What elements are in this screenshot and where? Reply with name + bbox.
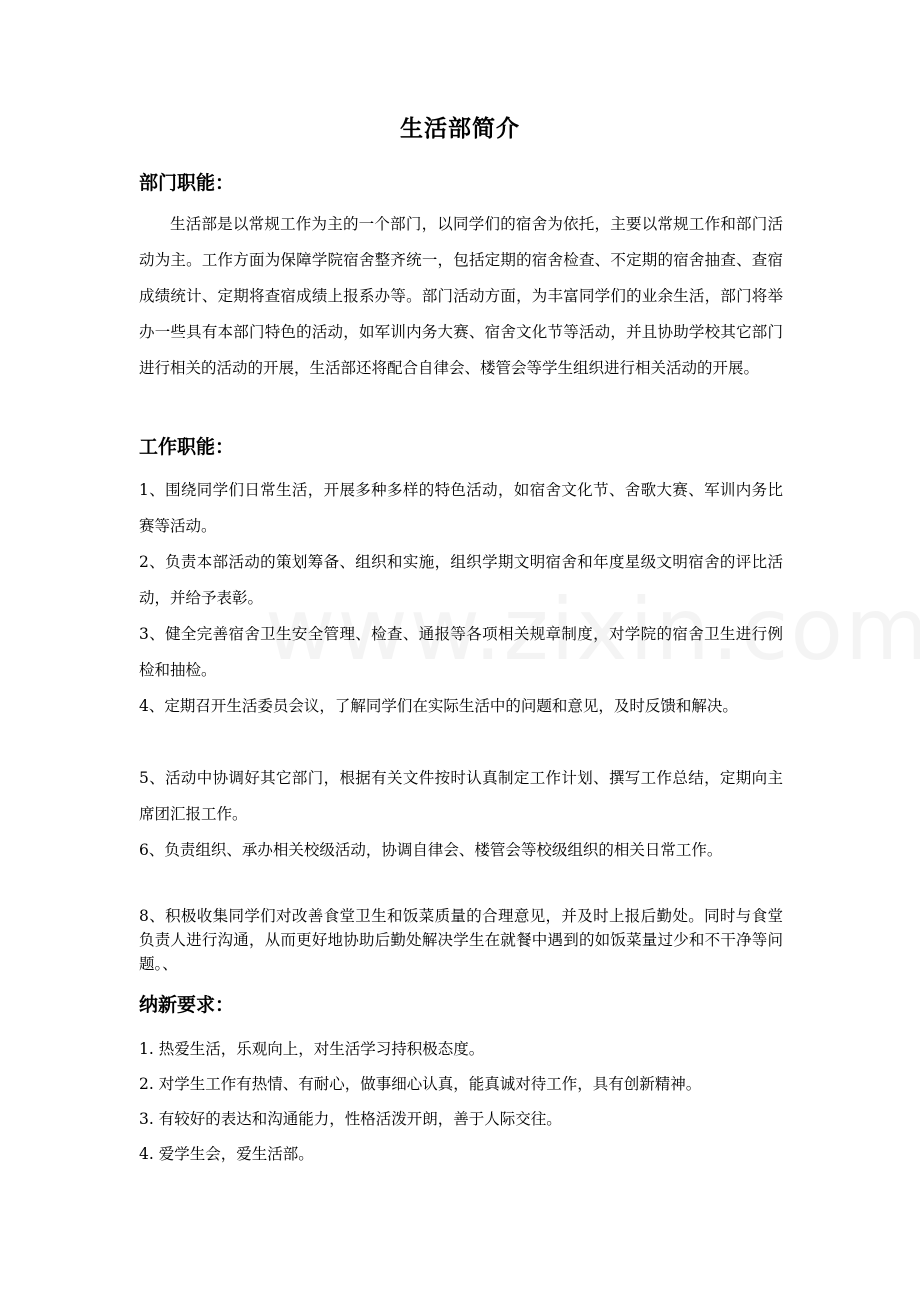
duty-item-6: 6、负责组织、承办相关校级活动，协调自律会、楼管会等校级组织的相关日常工作。 xyxy=(139,841,723,859)
duty-item-4: 4、定期召开生活委员会议，了解同学们在实际生活中的问题和意见，及时反馈和解决。 xyxy=(139,697,738,715)
duty-item-2: 2、负责本部活动的策划筹备、组织和实施，组织学期文明宿舍和年度星级文明宿舍的评比活动，并给予表彰。 xyxy=(139,553,783,607)
duty-item-8: 8、积极收集同学们对改善食堂卫生和饭菜质量的合理意见，并及时上报后勤处。同时与食堂负责人进行沟通，从而更好地协助后勤处解决学生在就餐中遇到的如饭菜量过少和不干净等问题。、 xyxy=(139,907,783,973)
paragraph-department-functions: 生活部是以常规工作为主的一个部门，以同学们的宿舍为依托，主要以常规工作和部门活动为主。工作方面为保障学院宿舍整齐统一，包括定期的宿舍检查、不定期的宿舍抽查、查宿成绩统计、定期将查宿成绩上报系办等。部门活动方面，为丰富同学们的业余生活，部门将举办一些具有本部门特色的活动，如军训内务大赛、宿舍文化节等活动，并且协助学校其它部门进行相关的活动的开展，生活部还将配合自律会、楼管会等学生组织进行相关活动的开展。 xyxy=(139,215,783,377)
duty-item-3: 3、健全完善宿舍卫生安全管理、检查、通报等各项相关规章制度，对学院的宿舍卫生进行例检和抽检。 xyxy=(139,625,783,679)
requirement-item-4: 4. 爱学生会，爱生活部。 xyxy=(139,1145,314,1163)
heading-work-duties: 工作职能： xyxy=(139,436,235,458)
page-title: 生活部简介 xyxy=(400,116,520,142)
duty-item-5: 5、活动中协调好其它部门，根据有关文件按时认真制定工作计划、撰写工作总结，定期向主席团汇报工作。 xyxy=(139,769,783,823)
requirement-item-2: 2. 对学生工作有热情、有耐心，做事细心认真，能真诚对待工作，具有创新精神。 xyxy=(139,1075,702,1093)
duty-item-1: 1、围绕同学们日常生活，开展多种多样的特色活动，如宿舍文化节、舍歌大赛、军训内务比赛等活动。 xyxy=(139,481,783,535)
heading-department-functions: 部门职能： xyxy=(139,172,235,194)
requirement-item-3: 3. 有较好的表达和沟通能力，性格活泼开朗，善于人际交往。 xyxy=(139,1110,562,1128)
heading-recruitment-requirements: 纳新要求： xyxy=(139,994,235,1016)
requirement-item-1: 1. 热爱生活，乐观向上，对生活学习持积极态度。 xyxy=(139,1040,485,1058)
